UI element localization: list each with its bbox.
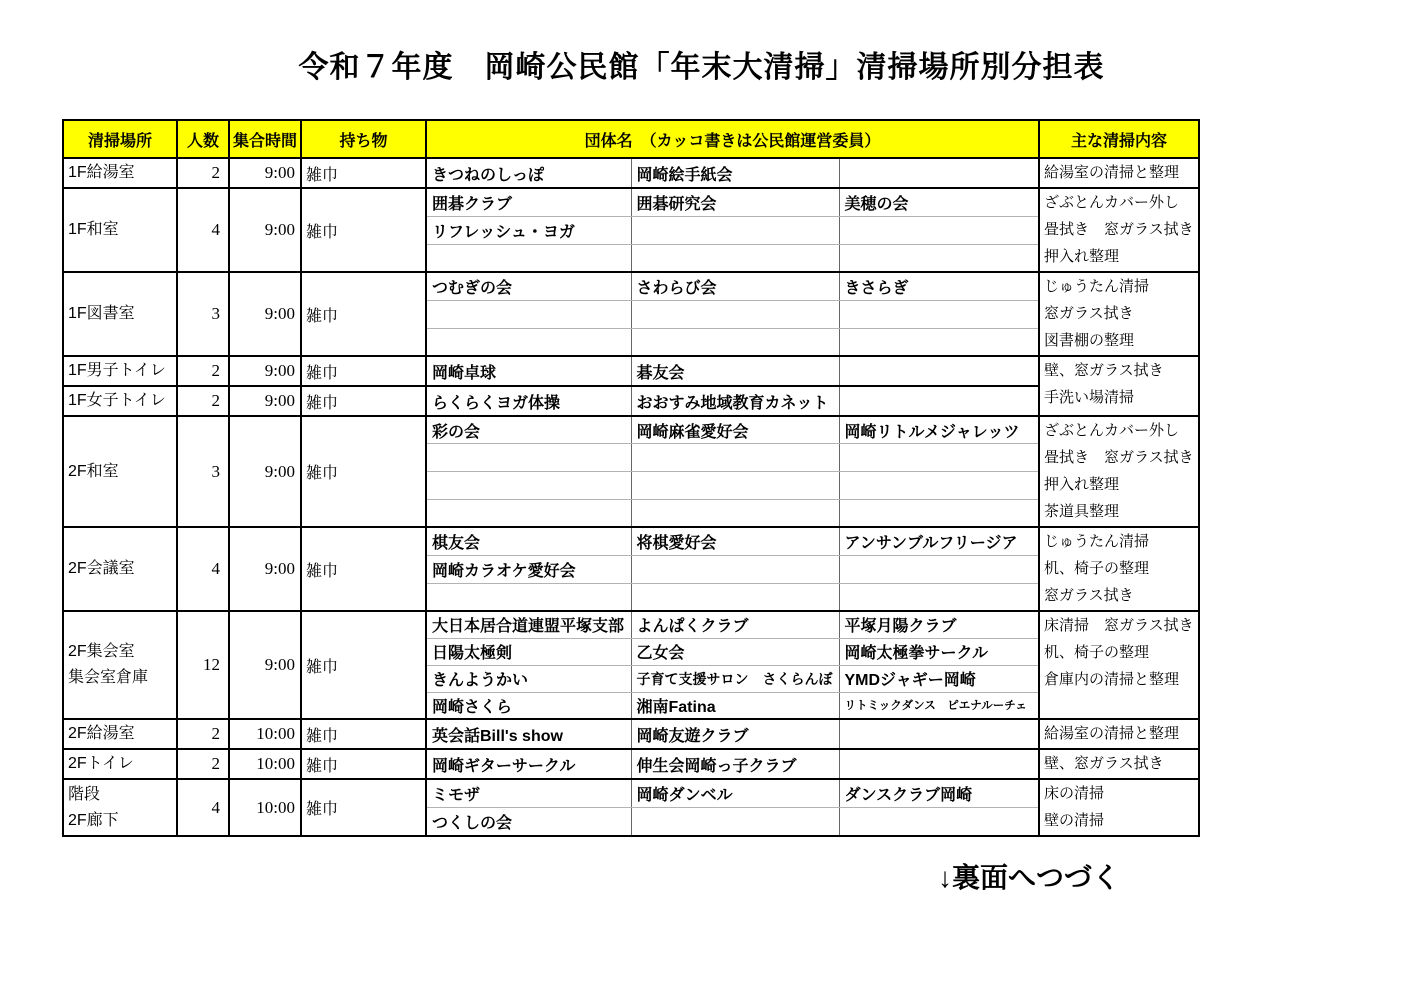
cell-meeting-time: 9:00 — [229, 611, 301, 719]
cell-group-name — [839, 749, 1039, 779]
cell-cleaning-content — [1039, 779, 1199, 836]
cell-group-name: 美穂の会 — [839, 188, 1039, 216]
cell-group-name — [839, 328, 1039, 356]
cell-people: 4 — [177, 527, 229, 611]
location-line: 1F男子トイレ — [68, 362, 166, 379]
cell-group-name: 彩の会 — [426, 416, 631, 444]
cell-belongings: 雑巾 — [301, 356, 426, 386]
cell-group-name: 岡崎太極拳サークル — [839, 638, 1039, 665]
cell-group-name: さわらび会 — [631, 272, 839, 300]
cell-location — [63, 749, 177, 779]
location-line: 1F和室 — [68, 221, 119, 238]
cell-group-name — [839, 499, 1039, 527]
location-line: 2F集会室 — [68, 643, 135, 660]
cell-group-name: 平塚月陽クラブ — [839, 611, 1039, 638]
cleaning-line: 茶道具整理 — [1044, 504, 1120, 520]
cell-group-name: 岡崎卓球 — [426, 356, 631, 386]
cell-people: 4 — [177, 188, 229, 272]
cell-group-name — [631, 244, 839, 272]
cell-belongings: 雑巾 — [301, 158, 426, 188]
cell-group-name — [631, 555, 839, 583]
cell-group-name: 岡崎カラオケ愛好会 — [426, 555, 631, 583]
cell-cleaning-content — [1039, 272, 1199, 356]
cleaning-line: 押入れ整理 — [1044, 249, 1120, 265]
cell-meeting-time: 10:00 — [229, 749, 301, 779]
cell-group-name — [839, 216, 1039, 244]
cell-group-name: 囲碁研究会 — [631, 188, 839, 216]
cell-location — [63, 611, 177, 719]
cell-group-name — [426, 499, 631, 527]
assignment-table-body — [63, 158, 1199, 836]
cell-belongings: 雑巾 — [301, 611, 426, 719]
cell-group-name — [631, 300, 839, 328]
cell-cleaning-content — [1039, 749, 1199, 779]
cell-group-name — [426, 583, 631, 611]
table-row — [63, 416, 1199, 444]
assignment-table — [62, 119, 1200, 837]
cell-group-name — [631, 444, 839, 472]
cell-group-name: 棋友会 — [426, 527, 631, 555]
header-group-names: 団体名 （カッコ書きは公民館運営委員） — [426, 120, 1039, 158]
cell-location — [63, 719, 177, 749]
location-line: 2F給湯室 — [68, 725, 135, 742]
cell-meeting-time: 9:00 — [229, 527, 301, 611]
cell-group-name: 英会話Bill's show — [426, 719, 631, 749]
cell-cleaning-content — [1039, 611, 1199, 719]
cell-group-name — [839, 244, 1039, 272]
cleaning-line: 給湯室の清掃と整理 — [1044, 726, 1180, 742]
header-cleaning-content: 主な清掃内容 — [1039, 120, 1199, 158]
cell-people: 3 — [177, 416, 229, 527]
header-people: 人数 — [177, 120, 229, 158]
header-location: 清掃場所 — [63, 120, 177, 158]
table-row — [63, 611, 1199, 638]
cell-group-name: 岡崎ギターサークル — [426, 749, 631, 779]
table-row — [63, 749, 1199, 779]
cell-meeting-time: 10:00 — [229, 719, 301, 749]
table-container — [62, 119, 1198, 837]
cell-meeting-time: 9:00 — [229, 158, 301, 188]
cell-group-name: きさらぎ — [839, 272, 1039, 300]
cell-belongings: 雑巾 — [301, 188, 426, 272]
cell-group-name: 岡崎麻雀愛好会 — [631, 416, 839, 444]
cleaning-line: 倉庫内の清掃と整理 — [1044, 672, 1180, 688]
table-row — [63, 158, 1199, 188]
cell-location — [63, 356, 177, 386]
cell-people: 12 — [177, 611, 229, 719]
cell-group-name: 岡崎友遊クラブ — [631, 719, 839, 749]
cleaning-line: じゅうたん清掃 — [1044, 534, 1150, 550]
cell-group-name: よんぱくクラブ — [631, 611, 839, 638]
cell-group-name: ミモザ — [426, 779, 631, 808]
cell-group-name — [631, 808, 839, 837]
header-belongings: 持ち物 — [301, 120, 426, 158]
cell-location — [63, 779, 177, 836]
cell-group-name: 岡崎リトルメジャレッツ — [839, 416, 1039, 444]
cell-group-name: 日陽太極剣 — [426, 638, 631, 665]
location-line: 1F図書室 — [68, 305, 135, 322]
cell-group-name: 岡崎ダンベル — [631, 779, 839, 808]
table-row — [63, 719, 1199, 749]
cleaning-line: 図書棚の整理 — [1044, 333, 1135, 349]
table-row — [63, 779, 1199, 808]
cell-group-name — [839, 158, 1039, 188]
cell-location — [63, 386, 177, 416]
location-line: 1F給湯室 — [68, 164, 135, 181]
cell-people: 2 — [177, 749, 229, 779]
location-line: 2F会議室 — [68, 560, 135, 577]
cleaning-line: 床の清掃 — [1044, 786, 1105, 802]
cell-group-name — [839, 300, 1039, 328]
cell-group-name: きんようかい — [426, 665, 631, 692]
cell-group-name: 碁友会 — [631, 356, 839, 386]
cell-belongings: 雑巾 — [301, 719, 426, 749]
cell-group-name: おおすみ地域教育カネット — [631, 386, 839, 416]
cell-group-name — [426, 244, 631, 272]
cell-group-name: 伸生会岡崎っ子クラブ — [631, 749, 839, 779]
header-row — [63, 120, 1199, 158]
cell-group-name — [631, 583, 839, 611]
cell-belongings: 雑巾 — [301, 527, 426, 611]
cell-people: 4 — [177, 779, 229, 836]
cleaning-line: ざぶとんカバー外し — [1044, 195, 1180, 211]
cleaning-line: ざぶとんカバー外し — [1044, 423, 1180, 439]
table-row — [63, 356, 1199, 386]
cell-group-name: YMDジャギー岡崎 — [839, 665, 1039, 692]
cell-group-name — [426, 328, 631, 356]
cleaning-line: 畳拭き 窓ガラス拭き — [1044, 222, 1194, 238]
cell-group-name: 囲碁クラブ — [426, 188, 631, 216]
table-row — [63, 386, 1199, 416]
cell-location — [63, 188, 177, 272]
header-meeting-time: 集合時間 — [229, 120, 301, 158]
cleaning-line: 押入れ整理 — [1044, 477, 1120, 493]
cleaning-line: 給湯室の清掃と整理 — [1044, 165, 1180, 181]
cell-group-name — [631, 216, 839, 244]
cell-meeting-time: 9:00 — [229, 356, 301, 386]
table-row — [63, 527, 1199, 555]
cell-group-name — [839, 472, 1039, 500]
cleaning-line: 机、椅子の整理 — [1044, 561, 1150, 577]
cell-meeting-time: 10:00 — [229, 779, 301, 836]
cell-people: 2 — [177, 719, 229, 749]
location-line: 階段 — [68, 785, 101, 803]
cleaning-line: 壁の清掃 — [1044, 813, 1105, 829]
cleaning-line: 机、椅子の整理 — [1044, 645, 1150, 661]
cell-cleaning-content — [1039, 416, 1199, 527]
cleaning-line: じゅうたん清掃 — [1044, 279, 1150, 295]
cell-group-name: 湘南Fatina — [631, 692, 839, 719]
cell-group-name — [631, 328, 839, 356]
cell-people: 2 — [177, 158, 229, 188]
cell-cleaning-content — [1039, 719, 1199, 749]
cell-group-name — [839, 808, 1039, 837]
cell-group-name — [426, 472, 631, 500]
location-line: 2F廊下 — [68, 811, 119, 829]
cell-group-name: 大日本居合道連盟平塚支部 — [426, 611, 631, 638]
cell-group-name: 子育て支援サロン さくらんぼ — [631, 665, 839, 692]
cell-group-name: きつねのしっぽ — [426, 158, 631, 188]
cell-group-name: らくらくヨガ体操 — [426, 386, 631, 416]
cell-group-name: リフレッシュ・ヨガ — [426, 216, 631, 244]
cell-group-name — [839, 555, 1039, 583]
cell-people: 3 — [177, 272, 229, 356]
table-row — [63, 272, 1199, 300]
cell-group-name: 岡崎絵手紙会 — [631, 158, 839, 188]
cell-group-name — [631, 472, 839, 500]
cell-cleaning-content — [1039, 158, 1199, 188]
cell-belongings: 雑巾 — [301, 749, 426, 779]
cell-people: 2 — [177, 356, 229, 386]
cell-group-name: ダンスクラブ岡崎 — [839, 779, 1039, 808]
cell-meeting-time: 9:00 — [229, 386, 301, 416]
cleaning-line: 壁、窓ガラス拭き — [1044, 363, 1164, 379]
cell-meeting-time: 9:00 — [229, 416, 301, 527]
cell-group-name — [839, 444, 1039, 472]
cleaning-line: 窓ガラス拭き — [1044, 588, 1134, 604]
cell-group-name: 乙女会 — [631, 638, 839, 665]
cell-meeting-time: 9:00 — [229, 272, 301, 356]
cell-group-name: 岡崎さくら — [426, 692, 631, 719]
cell-location — [63, 272, 177, 356]
cell-group-name: つくしの会 — [426, 808, 631, 837]
cell-people: 2 — [177, 386, 229, 416]
cell-belongings: 雑巾 — [301, 272, 426, 356]
cell-group-name — [839, 583, 1039, 611]
cell-belongings: 雑巾 — [301, 386, 426, 416]
cell-group-name — [426, 444, 631, 472]
cell-group-name — [426, 300, 631, 328]
cell-group-name: リトミックダンス ピエナルーチェ — [839, 692, 1039, 719]
cell-group-name: アンサンブルフリージア — [839, 527, 1039, 555]
cell-meeting-time: 9:00 — [229, 188, 301, 272]
cell-location — [63, 527, 177, 611]
cell-group-name — [839, 386, 1039, 416]
cell-group-name — [839, 719, 1039, 749]
page-title: 令和７年度 岡崎公民館「年末大清掃」清掃場所別分担表 — [298, 51, 1105, 84]
location-line: 2F和室 — [68, 462, 119, 480]
table-row — [63, 188, 1199, 216]
location-line: 1F女子トイレ — [68, 392, 166, 409]
cleaning-line: 窓ガラス拭き — [1044, 306, 1134, 322]
footer-continuation-note: ↓裏面へつづく — [937, 862, 1120, 893]
cell-cleaning-content — [1039, 527, 1199, 611]
location-line: 集会室倉庫 — [68, 669, 149, 686]
cell-location — [63, 416, 177, 527]
cleaning-line: 手洗い場清掃 — [1044, 390, 1135, 406]
cell-belongings: 雑巾 — [301, 416, 426, 527]
cell-cleaning-content — [1039, 188, 1199, 272]
cell-belongings: 雑巾 — [301, 779, 426, 836]
cell-group-name — [839, 356, 1039, 386]
cleaning-line: 床清掃 窓ガラス拭き — [1044, 618, 1194, 634]
cleaning-line: 壁、窓ガラス拭き — [1044, 756, 1164, 772]
cell-group-name: つむぎの会 — [426, 272, 631, 300]
cell-location — [63, 158, 177, 188]
cleaning-line: 畳拭き 窓ガラス拭き — [1044, 450, 1194, 466]
location-line: 2Fトイレ — [68, 755, 134, 772]
cell-group-name: 将棋愛好会 — [631, 527, 839, 555]
cell-group-name — [631, 499, 839, 527]
cell-cleaning-content — [1039, 356, 1199, 416]
